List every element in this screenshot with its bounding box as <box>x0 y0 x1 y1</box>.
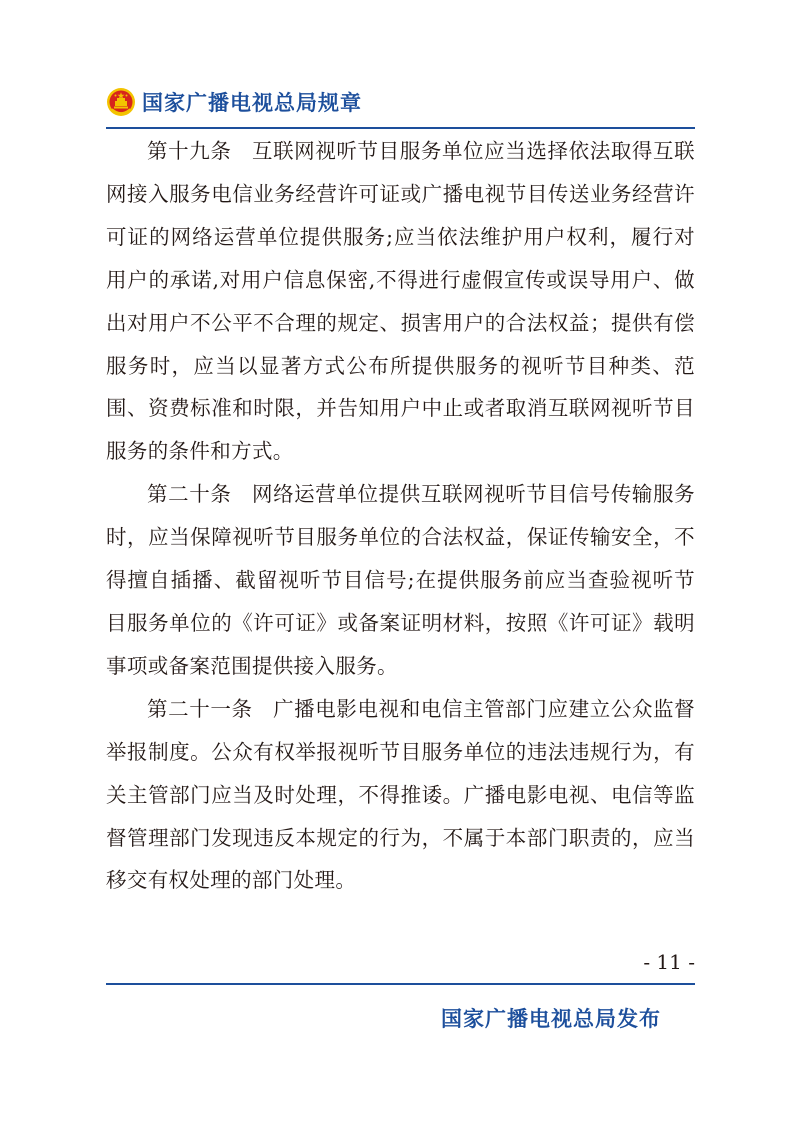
footer-divider <box>106 983 695 985</box>
article-number: 第二十条 <box>147 482 232 507</box>
page-number: - 11 - <box>643 950 695 974</box>
article-20 <box>106 473 695 688</box>
article-21 <box>106 688 695 903</box>
article-number: 第二十一条 <box>147 696 253 721</box>
article-text: 网络运营单位提供互联网视听节目信号传输服务时，应当保障视听节目服务单位的合法权益，保证传输安全，不得擅自插播、截留视听节目信号;在提供服务前应当查验视听节目服务单位的《许可证》或备案证明材料，按照《许可证》载明事项或备案范围提供接入服务。 <box>106 482 695 678</box>
header-divider <box>106 127 695 129</box>
article-text: 互联网视听节目服务单位应当选择依法取得互联网接入服务电信业务经营许可证或广播电视节目传送业务经营许可证的网络运营单位提供服务;应当依法维护用户权利，履行对用户的承诺,对用户信息保密,不得进行虚假宣传或误导用户、做出对用户不公平不合理的规定、损害用户的合法权益；提供有偿服务时，应当以显著方式公布所提供服务的视听节目种类、范围、资费标准和时限，并告知用户中止或者取消互联网视听节目服务的条件和方式。 <box>106 139 695 464</box>
article-19 <box>106 130 695 473</box>
document-body <box>106 130 695 902</box>
national-emblem-icon <box>106 87 136 117</box>
page-header <box>106 84 362 120</box>
header-title: 国家广播电视总局规章 <box>142 91 362 115</box>
article-number: 第十九条 <box>147 139 232 163</box>
article-text: 广播电影电视和电信主管部门应建立公众监督举报制度。公众有权举报视听节目服务单位的违法违规行为，有关主管部门应当及时处理，不得推诿。广播电影电视、电信等监督管理部门发现违反本规定的行为，不属于本部门职责的，应当移交有权处理的部门处理。 <box>106 696 696 893</box>
footer-publisher: 国家广播电视总局发布 <box>441 1007 661 1031</box>
